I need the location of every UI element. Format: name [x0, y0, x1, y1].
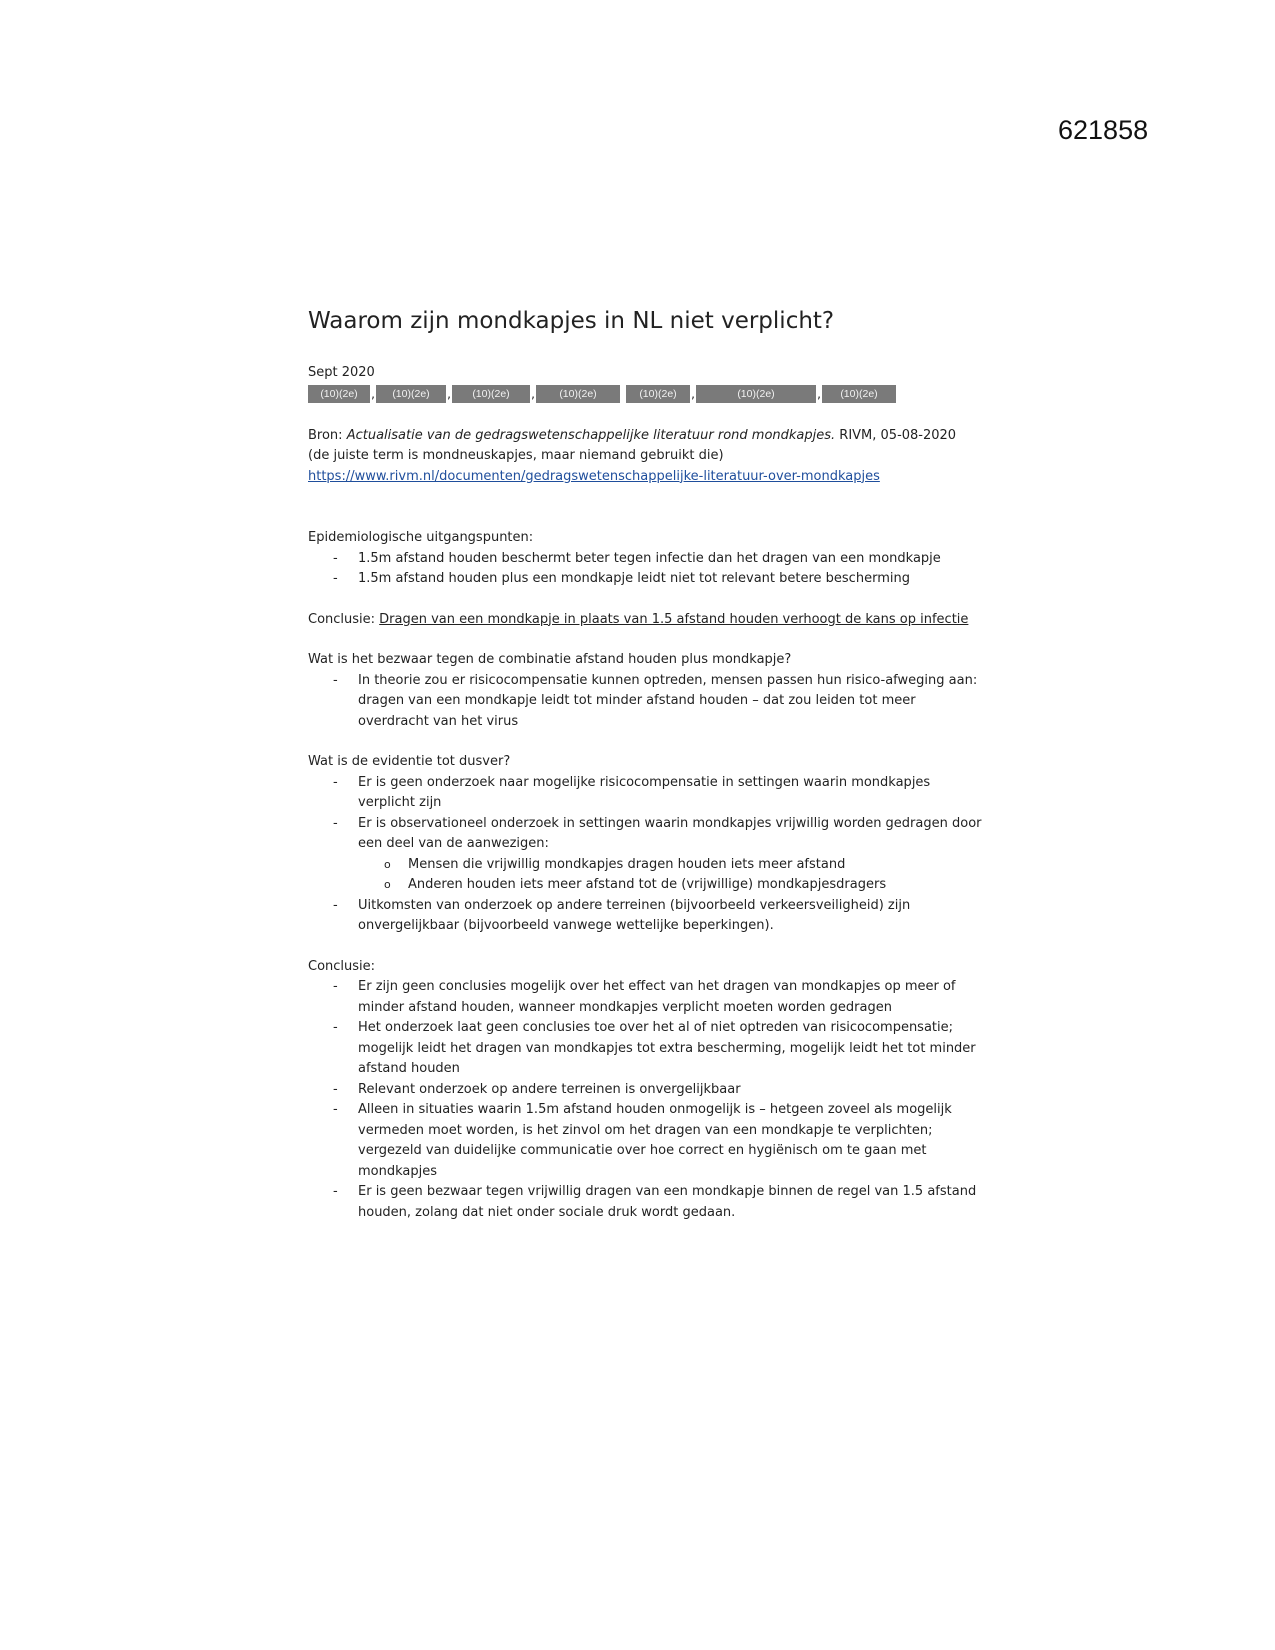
document-title: Waarom zijn mondkapjes in NL niet verplicht? — [308, 308, 835, 334]
source-note: (de juiste term is mondneuskapjes, maar niemand gebruikt die) — [308, 448, 724, 463]
objection-heading: Wat is het bezwaar tegen de combinatie afstand houden plus mondkapje? — [308, 652, 792, 667]
epi-list — [308, 549, 988, 590]
redaction-box: (10)(2e) — [308, 385, 370, 403]
redaction-separator: , — [691, 386, 695, 401]
list-item: - Er is geen bezwaar tegen vrijwillig dragen van een mondkapje binnen de regel van 1.5 afstand houden, zolang dat niet onder sociale druk wordt gedaan. — [333, 1184, 977, 1220]
source-link[interactable]: https://www.rivm.nl/documenten/gedragswetenschappelijke-literatuur-over-mondkapjes — [308, 468, 880, 484]
conclusion-line — [308, 610, 988, 631]
evidence-sublist — [358, 855, 988, 896]
source-line — [308, 426, 988, 447]
list-item: - 1.5m afstand houden plus een mondkapje leidt niet tot relevant betere bescherming — [333, 571, 910, 586]
redaction-box: (10)(2e) — [696, 385, 816, 403]
list-item: - Relevant onderzoek op andere terreinen is onvergelijkbaar — [333, 1081, 741, 1097]
redaction-row — [308, 384, 988, 404]
objection-list — [308, 671, 988, 733]
redaction-separator: , — [531, 386, 535, 401]
epi-heading: Epidemiologische uitgangspunten: — [308, 530, 534, 545]
sublist-item: o Anderen houden iets meer afstand tot de (vrijwillige) mondkapjesdragers — [384, 877, 887, 892]
list-item: - Er is geen onderzoek naar mogelijke risicocompensatie in settingen waarin mondkapjes verplicht zijn — [333, 774, 931, 810]
redaction-box: (10)(2e) — [452, 385, 530, 403]
evidence-heading: Wat is de evidentie tot dusver? — [308, 754, 511, 769]
conclusion-text: Dragen van een mondkapje in plaats van 1.5 afstand houden verhoogt de kans op infectie — [379, 611, 969, 627]
conclusion2-list — [308, 977, 988, 1223]
sublist-item: o Mensen die vrijwillig mondkapjes dragen houden iets meer afstand — [384, 856, 846, 872]
document-date: Sept 2020 — [308, 365, 375, 380]
redaction-box: (10)(2e) — [376, 385, 446, 403]
list-item: - Het onderzoek laat geen conclusies toe over het al of niet optreden van risicocompensatie; mogelijk leidt het dragen van mondkapjes tot extra bescherming, mogelijk leidt het tot minder afstand houden — [333, 1020, 976, 1076]
redaction-box: (10)(2e) — [536, 385, 620, 403]
conclusion2-heading: Conclusie: — [308, 958, 376, 974]
redaction-separator: , — [371, 386, 375, 401]
redaction-separator: , — [447, 386, 451, 401]
list-item: - In theorie zou er risicocompensatie kunnen optreden, mensen passen hun risico-afweging aan: dragen van een mondkapje leidt tot minder afstand houden – dat zou leiden tot meer overdracht van het virus — [333, 672, 978, 729]
source-suffix: RIVM, 05-08-2020 — [835, 427, 957, 443]
list-item: - Er zijn geen conclusies mogelijk over het effect van het dragen van mondkapjes op meer of minder afstand houden, wanneer mondkapjes verplicht moeten worden gedragen — [333, 979, 956, 1015]
conclusion-label: Conclusie: — [308, 611, 380, 627]
redaction-box: (10)(2e) — [822, 385, 896, 403]
list-item: - Er is observationeel onderzoek in settingen waarin mondkapjes vrijwillig worden gedragen door een deel van de aanwezigen: o Mensen die vrijwillig mondkapjes dragen houden iets meer afstand o Anderen houden iets meer afstand tot de (vrijwillige) mondkapjesdragers — [308, 814, 988, 896]
list-item: - Alleen in situaties waarin 1.5m afstand houden onmogelijk is – hetgeen zoveel als mogelijk vermeden moet worden, is het zinvol om het dragen van een mondkapje te verplichten; vergezeld van duidelijke communicatie over hoe correct en hygiënisch om te gaan met mondkapjes — [333, 1102, 952, 1179]
source-title: Actualisatie van de gedragswetenschappelijke literatuur rond mondkapjes. — [346, 427, 836, 443]
evidence-list — [308, 773, 988, 937]
redaction-separator: , — [817, 386, 821, 401]
document-body — [308, 305, 988, 1223]
document-number: 621858 — [1058, 115, 1149, 145]
redaction-box: (10)(2e) — [626, 385, 690, 403]
list-item: - Uitkomsten van onderzoek op andere terreinen (bijvoorbeeld verkeersveiligheid) zijn onvergelijkbaar (bijvoorbeeld vanwege wettelijke beperkingen). — [333, 897, 911, 933]
list-item: - 1.5m afstand houden beschermt beter tegen infectie dan het dragen van een mondkapje — [333, 550, 941, 566]
source-prefix: Bron: — [308, 427, 347, 443]
